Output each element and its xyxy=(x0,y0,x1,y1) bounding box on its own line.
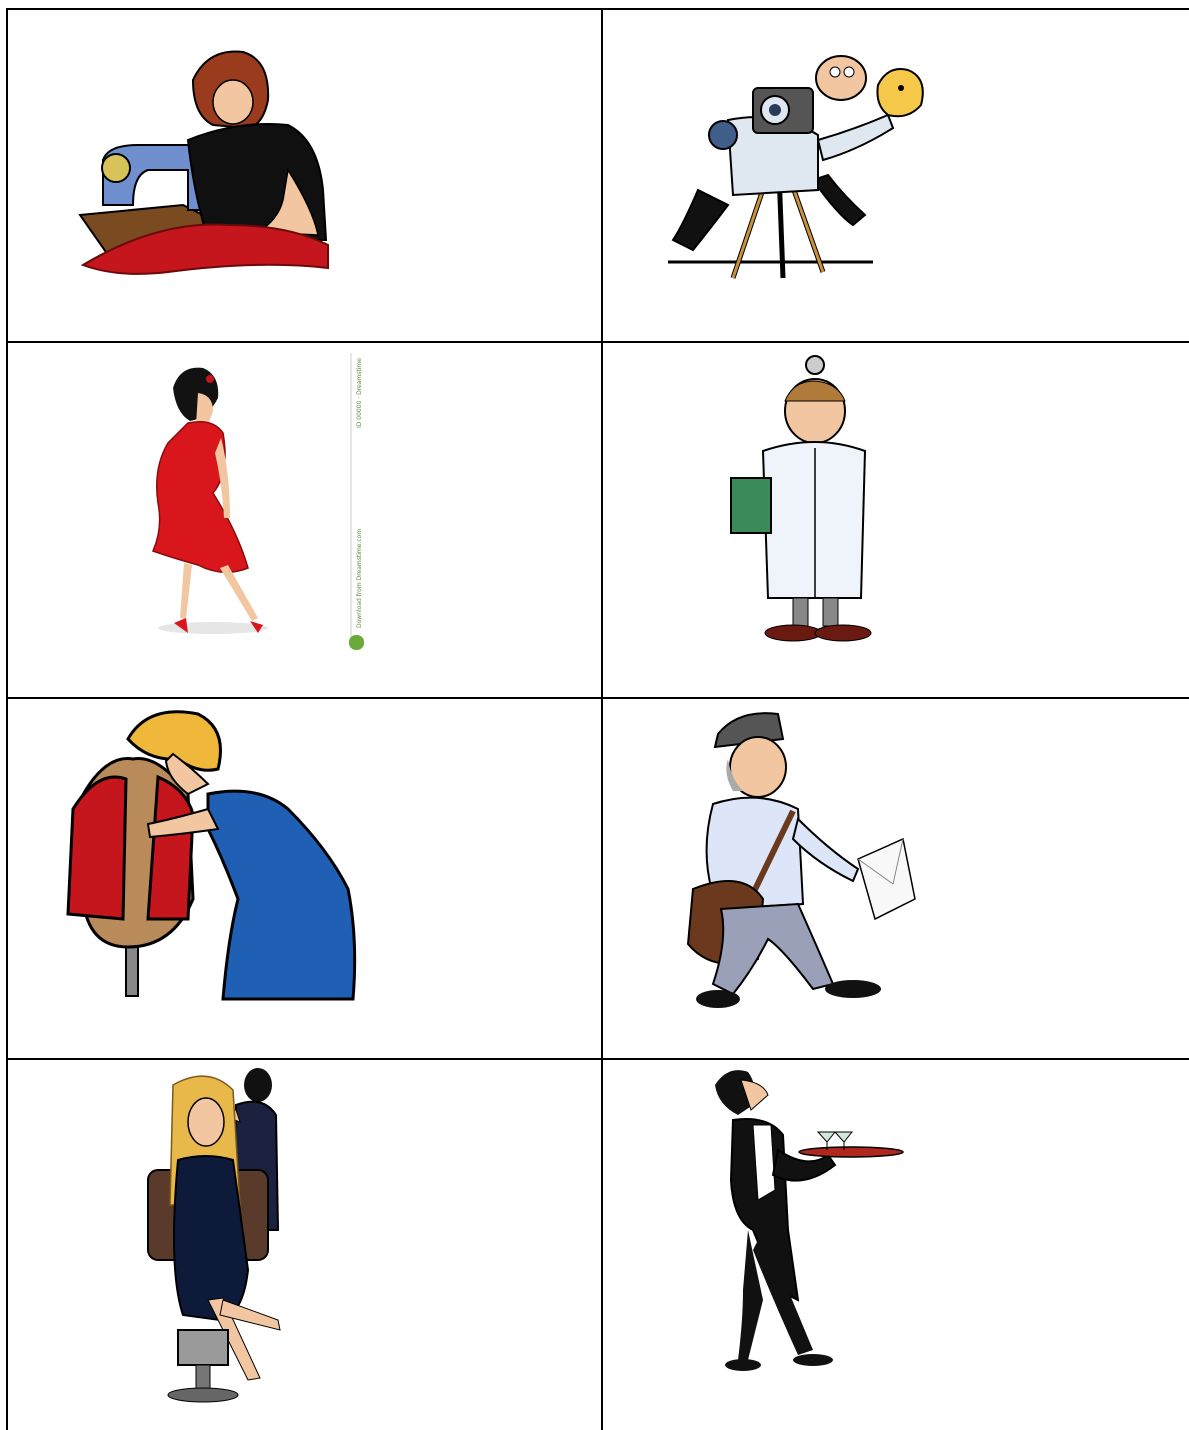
cell-photographer xyxy=(603,10,1189,341)
cell-seamstress xyxy=(8,10,601,341)
waiter-illustration xyxy=(603,1060,1189,1430)
postman-illustration xyxy=(603,699,1189,1058)
doctor-illustration xyxy=(603,343,1189,697)
cell-waiter xyxy=(603,1060,1189,1430)
cell-doctor xyxy=(603,343,1189,697)
hairdresser-illustration xyxy=(8,1060,601,1430)
model-illustration xyxy=(8,343,601,697)
dressmaker-illustration xyxy=(8,699,601,1058)
watermark-bottom: Download from Dreamstime.com xyxy=(356,528,363,628)
watermark-top: ID 00000 · Dreamstime xyxy=(356,358,363,428)
cell-hairdresser xyxy=(8,1060,601,1430)
seamstress-illustration xyxy=(8,10,601,341)
cell-postman xyxy=(603,699,1189,1058)
cell-fashion-model xyxy=(8,343,601,697)
cell-dressmaker xyxy=(8,699,601,1058)
photographer-illustration xyxy=(603,10,1189,341)
